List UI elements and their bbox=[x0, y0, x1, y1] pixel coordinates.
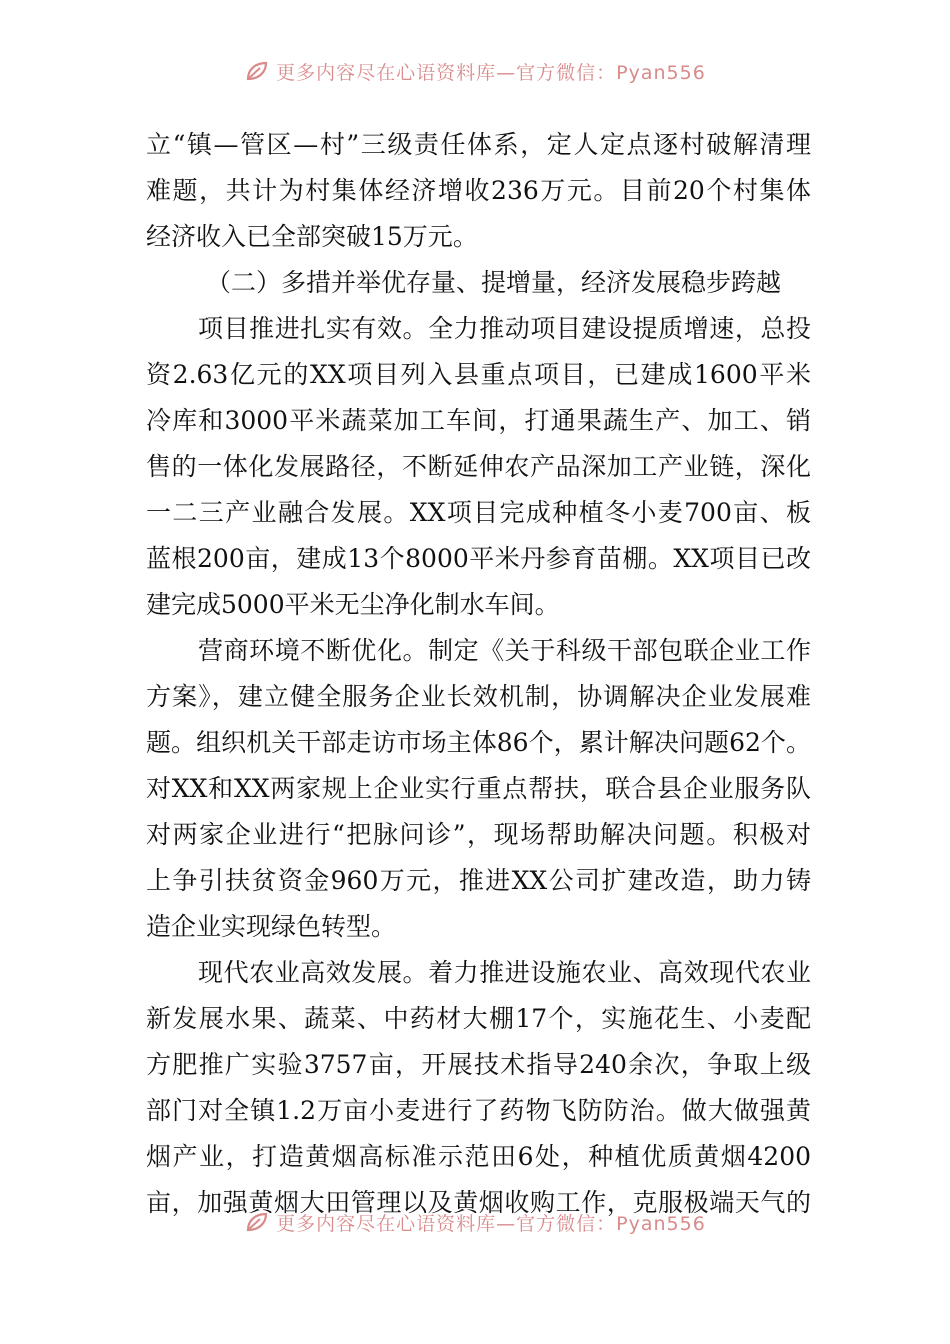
heading-line: （二）多措并举优存量、提增量，经济发展稳步跨越 bbox=[206, 268, 782, 297]
text-line: 方肥推广实验3757亩，开展技术指导240余次，争取上级 bbox=[146, 1050, 811, 1079]
text-line: 资2.63亿元的XX项目列入县重点项目，已建成1600平米 bbox=[146, 360, 811, 389]
text-line: 冷库和3000平米蔬菜加工车间，打通果蔬生产、加工、销 bbox=[146, 406, 811, 435]
text-line: 新发展水果、蔬菜、中药材大棚17个，实施花生、小麦配 bbox=[146, 1004, 811, 1033]
document-body bbox=[146, 122, 811, 1226]
text-line: 造企业实现绿色转型。 bbox=[146, 912, 397, 941]
paragraph-modern-agriculture bbox=[146, 950, 811, 1226]
paragraph-project-progress bbox=[146, 306, 811, 628]
text-line: 亩，加强黄烟大田管理以及黄烟收购工作，克服极端天气的 bbox=[146, 1188, 811, 1217]
text-line: 项目推进扎实有效。全力推动项目建设提质增速，总投 bbox=[198, 314, 811, 343]
leaf-logo-icon bbox=[244, 59, 270, 83]
footer-watermark bbox=[0, 1207, 950, 1237]
leaf-logo-icon bbox=[244, 1210, 270, 1234]
text-line: 建完成5000平米无尘净化制水车间。 bbox=[146, 590, 560, 619]
text-line: 部门对全镇1.2万亩小麦进行了药物飞防防治。做大做强黄 bbox=[146, 1096, 811, 1125]
text-line: 难题，共计为村集体经济增收236万元。目前20个村集体 bbox=[146, 176, 811, 205]
text-line: 对两家企业进行“把脉问诊”，现场帮助解决问题。积极对 bbox=[146, 820, 811, 849]
watermark-text: 更多内容尽在心语资料库—官方微信：Pyan556 bbox=[276, 61, 706, 84]
text-line: 烟产业，打造黄烟高标准示范田6处，种植优质黄烟4200 bbox=[146, 1142, 811, 1171]
text-line: 一二三产业融合发展。XX项目完成种植冬小麦700亩、板 bbox=[146, 498, 811, 527]
paragraph-business-environment bbox=[146, 628, 811, 950]
text-line: 蓝根200亩，建成13个8000平米丹参育苗棚。XX项目已改 bbox=[146, 544, 811, 573]
section-heading bbox=[146, 260, 811, 306]
text-line: 上争引扶贫资金960万元，推进XX公司扩建改造，助力铸 bbox=[146, 866, 811, 895]
text-line: 营商环境不断优化。制定《关于科级干部包联企业工作 bbox=[198, 636, 811, 665]
text-line: 现代农业高效发展。着力推进设施农业、高效现代农业 bbox=[198, 958, 811, 987]
text-line: 经济收入已全部突破15万元。 bbox=[146, 222, 478, 251]
paragraph-continuation bbox=[146, 122, 811, 260]
text-line: 方案》，建立健全服务企业长效机制，协调解决企业发展难 bbox=[146, 682, 811, 711]
text-line: 售的一体化发展路径，不断延伸农产品深加工产业链，深化 bbox=[146, 452, 811, 481]
text-line: 题。组织机关干部走访市场主体86个，累计解决问题62个。 bbox=[146, 728, 811, 757]
text-line: 立“镇—管区—村”三级责任体系，定人定点逐村破解清理 bbox=[146, 130, 811, 159]
text-line: 对XX和XX两家规上企业实行重点帮扶，联合县企业服务队 bbox=[146, 774, 811, 803]
watermark-text: 更多内容尽在心语资料库—官方微信：Pyan556 bbox=[276, 1212, 706, 1235]
header-watermark bbox=[0, 56, 950, 86]
